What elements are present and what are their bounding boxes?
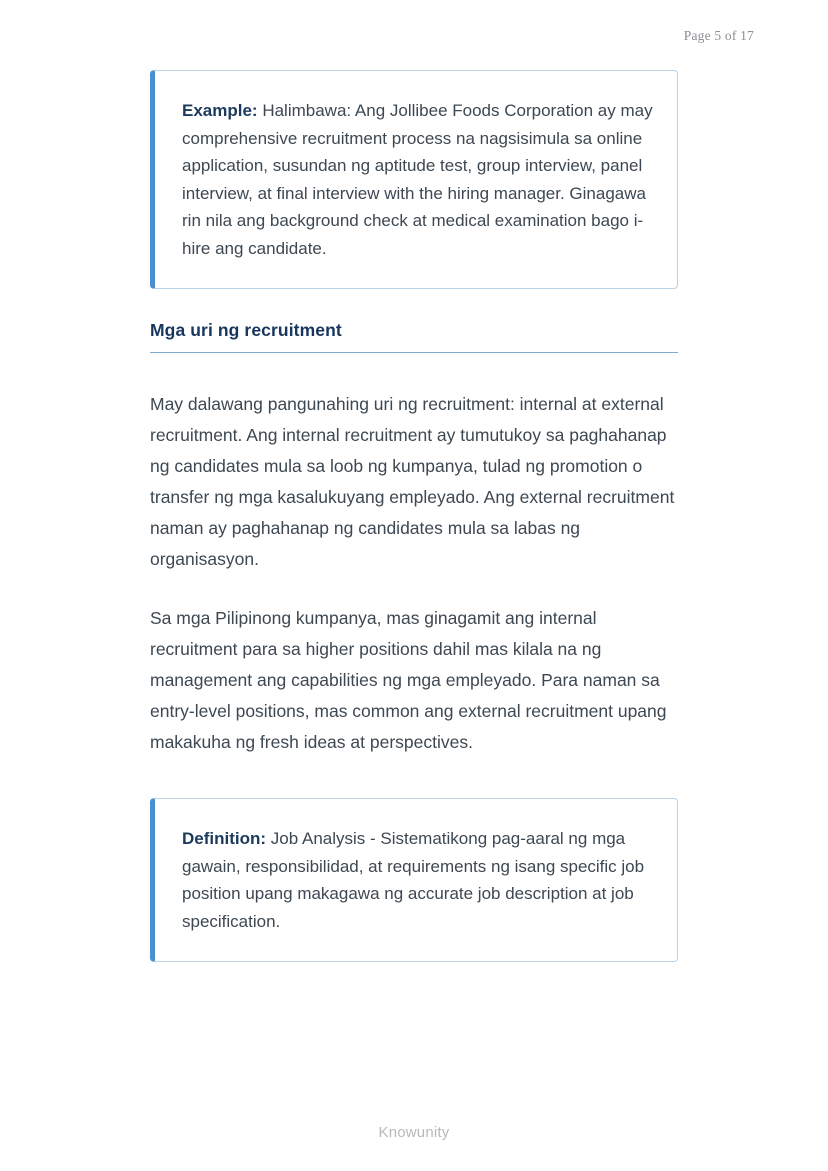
example-callout-box — [150, 70, 678, 289]
definition-callout-box — [150, 798, 678, 962]
section-heading: Mga uri ng recruitment — [150, 320, 678, 353]
body-paragraph-1: May dalawang pangunahing uri ng recruitment: internal at external recruitment. Ang internal recruitment ay tumutukoy sa paghahanap ng candidates mula sa loob ng kumpanya, tulad ng promotion o transfer ng mga kasalukuyang empleyado. Ang external recruitment naman ay paghahanap ng candidates mula sa labas ng organisasyon. — [150, 394, 675, 569]
definition-callout-body: Job Analysis - Sistematikong pag-aaral ng mga gawain, responsibilidad, at requirements ng isang specific job position upang makagawa ng accurate job description at job specification. — [182, 829, 645, 931]
definition-callout-label: Definition: — [182, 829, 267, 848]
example-callout-label: Example: — [182, 101, 258, 120]
example-callout-body: Halimbawa: Ang Jollibee Foods Corporation ay may comprehensive recruitment process na nagsisimula sa online application, susundan ng aptitude test, group interview, panel interview, at final interview with the hiring manager. Ginagawa rin nila ang background check at medical examination bago i-hire ang candidate. — [182, 101, 653, 258]
footer-watermark: Knowunity — [378, 1124, 450, 1141]
section-heading-block — [150, 320, 678, 353]
document-content — [150, 70, 678, 962]
definition-callout-text — [182, 825, 653, 935]
example-callout-text — [182, 97, 653, 262]
page-number-indicator: Page 5 of 17 — [683, 28, 754, 43]
body-paragraph-2: Sa mga Pilipinong kumpanya, mas ginagamit ang internal recruitment para sa higher positions dahil mas kilala na ng management ang capabilities ng mga empleyado. Para naman sa entry-level positions, mas common ang external recruitment upang makakuha ng fresh ideas at perspectives. — [150, 608, 667, 752]
